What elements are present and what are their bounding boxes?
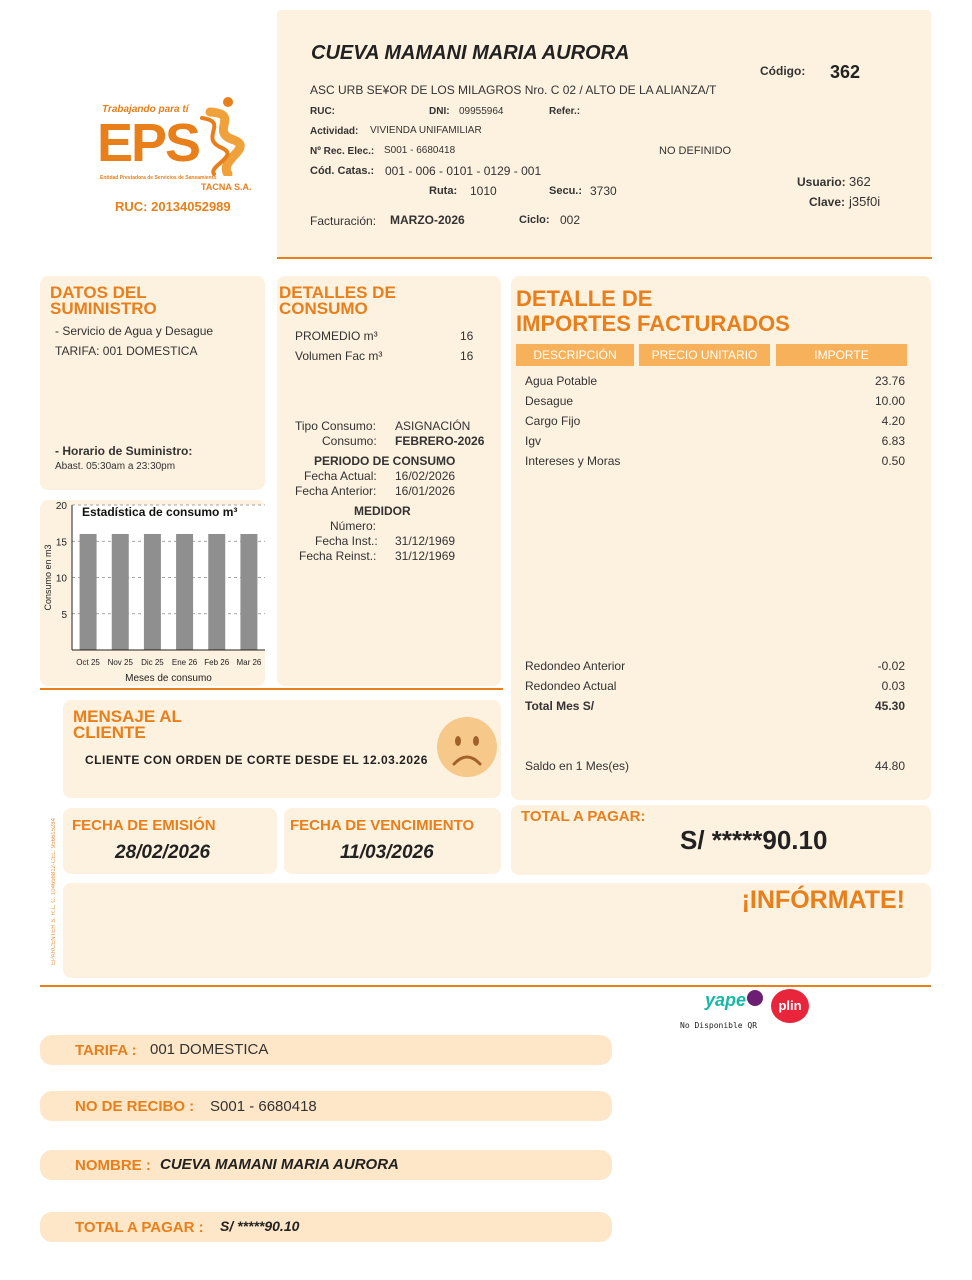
horario-value: Abast. 05:30am a 23:30pm	[55, 461, 176, 472]
item-label: Desague	[525, 394, 574, 408]
bottom-divider	[40, 985, 931, 987]
total-value: S/ *****90.10	[680, 825, 828, 855]
vencimiento-label: FECHA DE VENCIMIENTO	[290, 817, 475, 834]
fecha-anterior-label: Fecha Anterior:	[295, 484, 377, 498]
chart-bar	[144, 534, 161, 650]
col-importe: IMPORTE	[776, 344, 907, 366]
fecha-reinst-value: 31/12/1969	[395, 549, 456, 563]
stub-tarifa-value: 001 DOMESTICA	[150, 1041, 269, 1058]
periodo-title: PERIODO DE CONSUMO	[314, 454, 456, 468]
fecha-anterior-value: 16/01/2026	[395, 484, 456, 498]
total-label: TOTAL A PAGAR:	[521, 808, 646, 825]
item-value: 0.50	[881, 454, 905, 468]
side-vertical-text: EPARCENTER S. R.L. C. 104656812-CEL: 956615284	[51, 818, 57, 965]
mensaje-title-1: MENSAJE AL	[73, 707, 182, 726]
emision-value: 28/02/2026	[115, 842, 211, 863]
redondeo-actual-label: Redondeo Actual	[525, 679, 617, 693]
plin-logo	[771, 989, 809, 1023]
suministro-title-1: DATOS DEL	[50, 283, 147, 302]
chart-bar	[176, 534, 193, 650]
col-descripcion: DESCRIPCIÓN	[516, 344, 634, 366]
chart-bar	[208, 534, 225, 650]
item-value: 4.20	[881, 414, 905, 428]
item-label: Agua Potable	[525, 374, 598, 388]
item-value: 6.83	[881, 434, 905, 448]
logo-city: TACNA S.A.	[201, 182, 252, 192]
chart-x-label: Meses de consumo	[125, 673, 212, 684]
suministro-title-2: SUMINISTRO	[50, 299, 157, 318]
stub-tarifa-label: TARIFA :	[75, 1042, 137, 1059]
refer-label: Refer.:	[549, 106, 581, 117]
actividad-value: VIVIENDA UNIFAMILIAR	[370, 125, 482, 136]
promedio-value: 16	[460, 329, 474, 343]
ruc-label: RUC:	[310, 106, 335, 117]
item-label: Intereses y Moras	[525, 454, 621, 468]
chart-y-tick-label: 15	[55, 537, 67, 549]
stub-total-value: S/ *****90.10	[220, 1218, 300, 1234]
saldo-label: Saldo en 1 Mes(es)	[525, 759, 630, 773]
chart-x-tick-label: Nov 25	[107, 658, 133, 667]
tipo-consumo-value: ASIGNACIÓN	[395, 419, 471, 433]
catas-value: 001 - 006 - 0101 - 0129 - 001	[385, 164, 542, 178]
header-underline	[277, 257, 932, 259]
chart-x-tick-label: Ene 26	[171, 658, 198, 667]
yape-badge-icon	[747, 990, 763, 1006]
item-value: 10.00	[874, 394, 905, 408]
volumen-value: 16	[460, 349, 474, 363]
consumo-title-1: DETALLES DE	[279, 283, 396, 302]
chart-bar	[240, 534, 257, 650]
qr-note: No Disponible QR	[680, 1021, 758, 1030]
item-value: 23.76	[874, 374, 905, 388]
codigo-label: Código:	[760, 64, 806, 78]
consumo-mes-label: Consumo:	[322, 434, 377, 448]
fecha-actual-value: 16/02/2026	[395, 469, 456, 483]
informate-title: ¡INFÓRMATE!	[741, 886, 905, 914]
yape-text: yape	[705, 990, 747, 1010]
logo-letters: EPS	[97, 113, 200, 173]
saldo-value: 44.80	[874, 759, 905, 773]
chart-bar	[112, 534, 129, 650]
horario-label: - Horario de Suministro:	[55, 444, 193, 458]
customer-address: ASC URB SE¥OR DE LOS MILAGROS Nro. C 02 / ALTO DE LA ALIANZA/T	[310, 83, 717, 97]
chart-x-tick-label: Oct 25	[76, 658, 100, 667]
fecha-inst-label: Fecha Inst.:	[315, 534, 378, 548]
chart-bar	[80, 534, 97, 650]
logo-subtitle: Entidad Prestadora de Servicios de Saneamiento	[100, 175, 217, 181]
tipo-consumo-label: Tipo Consumo:	[295, 419, 376, 433]
fecha-reinst-label: Fecha Reinst.:	[299, 549, 377, 563]
stub-recibo-value: S001 - 6680418	[210, 1098, 317, 1115]
col-precio-unitario: PRECIO UNITARIO	[639, 344, 770, 366]
ciclo-value: 002	[560, 213, 581, 227]
logo-tagline: Trabajando para tí	[102, 104, 189, 115]
importes-title-2: IMPORTES FACTURADOS	[516, 311, 790, 336]
mensaje-text: CLIENTE CON ORDEN DE CORTE DESDE EL 12.03.2026	[85, 753, 428, 767]
redondeo-anterior-value: -0.02	[877, 659, 905, 673]
no-definido: NO DEFINIDO	[659, 145, 732, 157]
codigo-value: 362	[830, 62, 861, 82]
vencimiento-value: 11/03/2026	[340, 842, 434, 863]
medidor-title: MEDIDOR	[354, 504, 411, 518]
yape-logo	[705, 990, 765, 1018]
chart-y-tick-label: 5	[61, 609, 67, 621]
secu-value: 3730	[590, 184, 617, 198]
usuario-label: Usuario:	[797, 175, 846, 189]
dni-label: DNI:	[429, 106, 450, 117]
chart-y-tick-label: 20	[55, 501, 67, 512]
logo-ruc: RUC: 20134052989	[115, 199, 231, 214]
emision-label: FECHA DE EMISIÓN	[72, 817, 216, 834]
clave-value: j35f0i	[849, 194, 881, 209]
actividad-label: Actividad:	[310, 126, 359, 137]
clave-label: Clave:	[809, 195, 846, 209]
facturacion-value: MARZO-2026	[390, 213, 465, 227]
ruta-label: Ruta:	[429, 185, 458, 197]
item-label: Igv	[525, 434, 542, 448]
total-mes-value: 45.30	[874, 699, 905, 713]
suministro-servicio: - Servicio de Agua y Desague	[55, 324, 214, 338]
consumo-title-2: CONSUMO	[279, 299, 368, 318]
importes-title-1: DETALLE DE	[516, 286, 653, 311]
logo-wave-icon	[190, 96, 252, 176]
suministro-tarifa: TARIFA: 001 DOMESTICA	[55, 344, 198, 358]
volumen-label: Volumen Fac m³	[295, 349, 383, 363]
consumo-divider	[40, 688, 503, 690]
plin-text: plin	[778, 998, 802, 1013]
consumo-mes-value: FEBRERO-2026	[395, 434, 485, 448]
fecha-actual-label: Fecha Actual:	[304, 469, 377, 483]
fecha-inst-value: 31/12/1969	[395, 534, 456, 548]
dni-value: 09955964	[459, 106, 504, 117]
rec-elec-value: S001 - 6680418	[384, 145, 456, 156]
chart-y-tick-label: 10	[55, 573, 67, 585]
mensaje-title-2: CLIENTE	[73, 723, 146, 742]
numero-label: Número:	[330, 519, 377, 533]
chart-x-tick-label: Feb 26	[204, 658, 230, 667]
redondeo-anterior-label: Redondeo Anterior	[525, 659, 626, 673]
stub-nombre-label: NOMBRE :	[75, 1157, 151, 1174]
stub-total-label: TOTAL A PAGAR :	[75, 1219, 204, 1236]
chart-x-tick-label: Dic 25	[141, 658, 164, 667]
sad-face-icon	[436, 716, 498, 778]
catas-label: Cód. Catas.:	[310, 165, 375, 177]
ruta-value: 1010	[470, 184, 497, 198]
stub-recibo-label: NO DE RECIBO :	[75, 1098, 195, 1115]
consumo-chart	[40, 498, 268, 688]
secu-label: Secu.:	[549, 185, 583, 197]
total-mes-label: Total Mes S/	[525, 699, 595, 713]
chart-y-label: Consumo en m3	[43, 544, 53, 611]
item-label: Cargo Fijo	[525, 414, 581, 428]
usuario-value: 362	[849, 174, 871, 189]
customer-name: CUEVA MAMANI MARIA AURORA	[311, 42, 630, 64]
promedio-label: PROMEDIO m³	[295, 329, 378, 343]
stub-nombre-value: CUEVA MAMANI MARIA AURORA	[160, 1156, 399, 1173]
chart-x-tick-label: Mar 26	[236, 658, 262, 667]
rec-elec-label: Nº Rec. Elec.:	[310, 146, 375, 157]
ciclo-label: Ciclo:	[519, 214, 550, 226]
redondeo-actual-value: 0.03	[881, 679, 905, 693]
facturacion-label: Facturación:	[310, 214, 377, 228]
chart-title: Estadística de consumo m³	[82, 505, 238, 519]
